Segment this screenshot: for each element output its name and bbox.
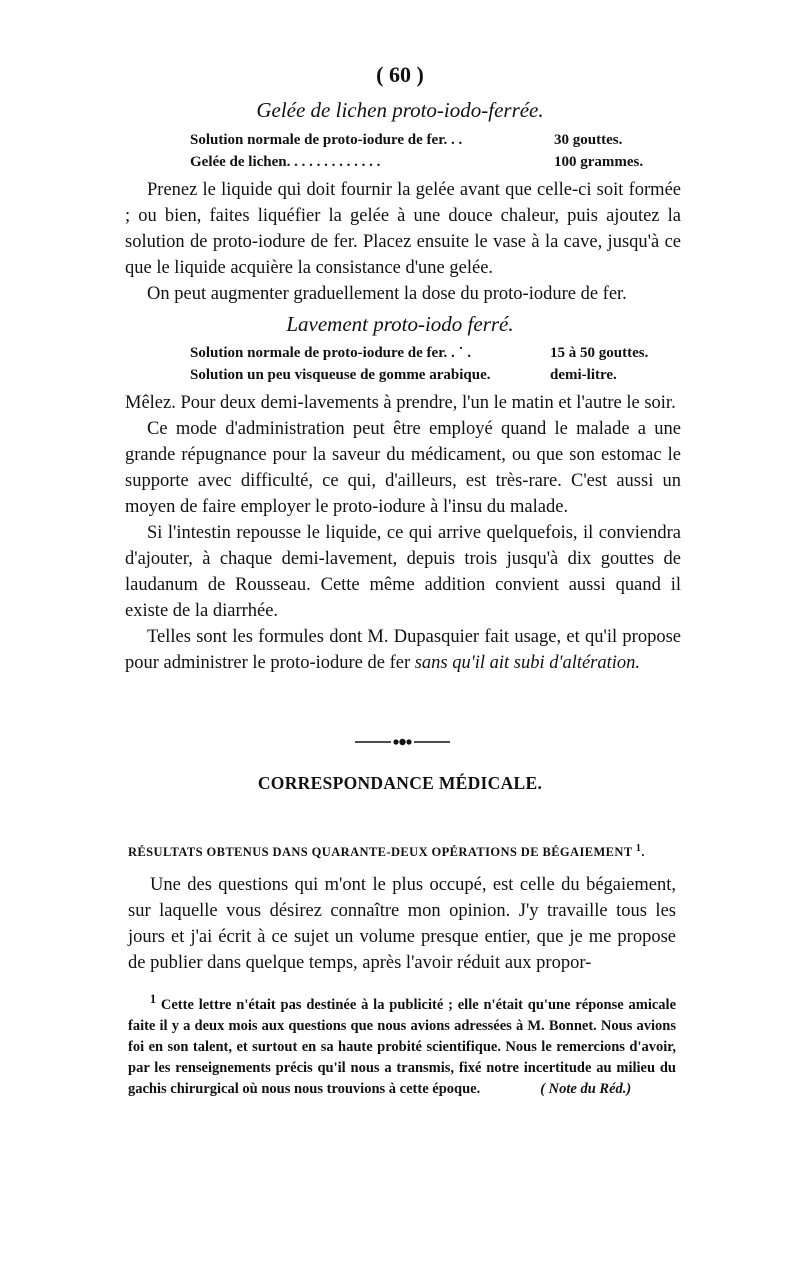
closing-italic-text: sans qu'il ait subi d'altération. (414, 653, 641, 673)
paragraph: Mêlez. Pour deux demi-lavements à prendre, l'un le matin et l'autre le soir. (125, 393, 676, 413)
closing-paragraph (125, 624, 681, 676)
recipe-title-lavement: Lavement proto-iodo ferré. (286, 312, 514, 336)
recipe-instructions-gelee (125, 177, 681, 307)
section-title: CORRESPONDANCE MÉDICALE. (257, 773, 543, 793)
recipe-instructions-lavement (125, 390, 681, 676)
recipe-ingredients-gelee (190, 132, 660, 176)
footnote-text: Cette lettre n'était pas destinée à la publicité ; elle n'était qu'une réponse amicale faite il y a deux mois aux questions que nous avions adressées à M. Bonnet. Nous avions foi en son talent, et surtout en sa haute probité scientifique. Nous le remercions d'avoir, par les renseignements précis qu'il nous a transmis, fixé notre incertitude au milieu du gachis chirurgical où nous nous trouvions à cette époque. (128, 996, 677, 1097)
page-number: ( 60 ) (376, 62, 424, 87)
subheading-text: RÉSULTATS OBTENUS DANS QUARANTE-DEUX OPÉRATIONS DE BÉGAIEMENT (128, 845, 633, 860)
paragraph: Prenez le liquide qui doit fournir la gelée avant que celle-ci soit formée ; ou bien, faites liquéfier la gelée à une douce chaleur, puis ajoutez la solution de proto-iodure de fer. Placez ensuite le vase à la cave, jusqu'à ce que le liquide acquière la consistance d'une gelée. (125, 180, 681, 278)
letter-subheading: RÉSULTATS OBTENUS DANS QUARANTE-DEUX OPÉRATIONS DE BÉGAIEMENT $^1$. (128, 843, 645, 860)
ingredient-label: Solution normale de proto-iodure de fer. . ˙ . (190, 345, 471, 361)
ingredient-quantity: 15 à 50 gouttes. (550, 345, 649, 361)
editor-note: ( Note du Réd.) (540, 1080, 632, 1097)
paragraph: Une des questions qui m'ont le plus occupé, est celle du bégaiement, sur laquelle vous désirez connaître mon opinion. J'y travaille tous les jours et j'ai écrit à ce sujet un volume presque entier, que je me propose de publier dans quelque temps, après l'avoir réduit aux propor- (128, 875, 676, 973)
closing-text: Telles sont les formules dont M. Dupasquier fait usage, et qu'il propose pour administrer le proto-iodure de fer (125, 627, 681, 673)
footnote-marker: 1 (635, 843, 642, 854)
recipe-title-gelee: Gelée de lichen proto-iodo-ferrée. (256, 98, 544, 122)
paragraph: Si l'intestin repousse le liquide, ce qui arrive quelquefois, il conviendra d'ajouter, à chaque demi-lavement, depuis trois jusqu'à dix gouttes de laudanum de Rousseau. Cette même addition convient aussi quand il existe de la diarrhée. (125, 523, 681, 621)
ingredient-row (190, 154, 660, 176)
ingredient-label: Solution normale de proto-iodure de fer. . . (190, 132, 463, 148)
paragraph: Ce mode d'administration peut être employé quand le malade a une grande répugnance pour la saveur du médicament, ou que son estomac le supporte avec difficulté, ce qui, d'ailleurs, est très-rare. C'est aussi un moyen de faire employer le proto-iodure à l'insu du malade. (125, 419, 681, 517)
ingredient-quantity: demi-litre. (550, 367, 617, 383)
ingredient-label: Gelée de lichen. . . . . . . . . . . . . (190, 154, 381, 170)
ingredient-quantity: 100 grammes. (554, 154, 644, 170)
footnote (128, 989, 676, 1100)
ingredient-quantity: 30 gouttes. (554, 132, 623, 148)
ingredient-row (190, 367, 680, 389)
footnote-body (128, 989, 676, 1100)
ingredient-label: Solution un peu visqueuse de gomme arabique. (190, 367, 491, 383)
ingredient-row (190, 132, 660, 154)
recipe-ingredients-lavement (190, 345, 680, 389)
paragraph: On peut augmenter graduellement la dose du proto-iodure de fer. (147, 284, 627, 304)
ornament-divider (355, 737, 450, 747)
letter-body (128, 872, 676, 976)
ingredient-row (190, 345, 680, 367)
footnote-number: 1 (150, 992, 157, 1006)
